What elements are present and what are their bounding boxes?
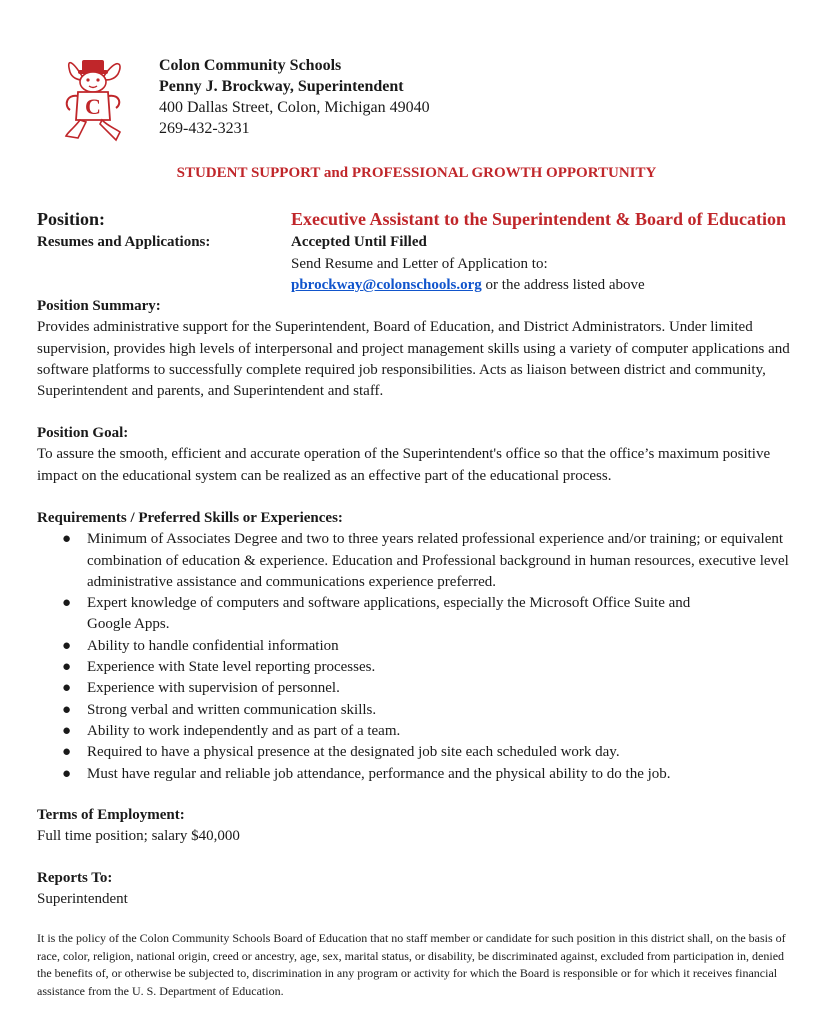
position-goal-section: [37, 423, 807, 487]
requirement-item: ● Ability to handle confidential information: [37, 636, 807, 657]
position-summary-heading: Position Summary:: [37, 298, 161, 314]
requirement-item: ● Minimum of Associates Degree and two to three years related professional experience and/or training; or equivalent combination of education & experience. Education and Professional background in human resources, executive level administrative assistance and communications experience preferred.: [62, 531, 789, 590]
bullet-icon: ●: [62, 637, 72, 654]
position-title: Executive Assistant to the Superintendent & Board of Education: [291, 209, 787, 229]
position-goal-heading: Position Goal:: [37, 425, 129, 441]
bullet-icon: ●: [62, 765, 72, 782]
requirement-item: ● Ability to work independently and as part of a team.: [37, 721, 807, 742]
bullet-icon: ●: [62, 744, 72, 761]
reports-heading: Reports To:: [37, 870, 113, 886]
bullet-icon: ●: [62, 680, 72, 697]
bullet-icon: ●: [62, 659, 72, 676]
school-name: Colon Community Schools: [159, 57, 342, 74]
requirement-item: ● Experience with State level reporting processes.: [37, 657, 807, 678]
nondiscrimination-policy: It is the policy of the Colon Community Schools Board of Education that no staff member or candidate for such position in this district shall, on the basis of race, color, religion, national origin, creed or ancestry, age, sex, marital status, or disability, be discriminated against, excluded from participation in, denied the benefits of, or otherwise be subjected to, discrimination in any program or activity for which the Board is responsible or for which it receives financial assistance from the U. S. Department of Education.: [37, 931, 786, 998]
school-phone: 269-432-3231: [159, 120, 250, 137]
resumes-details: [291, 232, 645, 297]
rabbit-mascot-logo: [60, 54, 128, 142]
email-link[interactable]: pbrockway@colonschools.org: [291, 277, 482, 293]
svg-text:C: C: [85, 94, 101, 119]
bullet-icon: ●: [62, 701, 72, 718]
application-status: Accepted Until Filled: [291, 234, 427, 250]
bullet-icon: ●: [62, 722, 72, 739]
send-instructions: Send Resume and Letter of Application to:: [291, 255, 548, 272]
position-summary-section: [37, 296, 807, 402]
letterhead: [159, 55, 430, 139]
superintendent-name: Penny J. Brockway, Superintendent: [159, 78, 404, 95]
school-address: 400 Dallas Street, Colon, Michigan 49040: [159, 99, 430, 116]
position-summary-text: Provides administrative support for the Superintendent, Board of Education, and District Administrators. Under limited supervision, provides high levels of interpersonal and project management skills using a variety of computer applications and software platforms to successfully complete required job responsibilities. Acts as liaison between district and community, Superintendent and parents, and Superintendent and staff.: [37, 319, 790, 400]
position-goal-text: To assure the smooth, efficient and accurate operation of the Superintendent's office so that the office’s maximum positive impact on the educational system can be realized as an effective part of the educational process.: [37, 446, 771, 484]
requirements-heading: Requirements / Preferred Skills or Experiences:: [37, 510, 343, 526]
email-line: [291, 275, 645, 297]
requirement-item: ● Strong verbal and written communication skills.: [37, 700, 807, 721]
requirement-item: ● Expert knowledge of computers and software applications, especially the Microsoft Office Suite and Google Apps.: [62, 595, 691, 633]
requirements-list: [37, 529, 807, 785]
requirement-item: ● Required to have a physical presence at the designated job site each scheduled work day.: [37, 742, 807, 763]
reports-section: [37, 868, 807, 911]
reports-text: Superintendent: [37, 891, 128, 908]
requirement-item: ● Must have regular and reliable job attendance, performance and the physical ability to do the job.: [37, 764, 807, 785]
bullet-icon: ●: [62, 595, 72, 612]
email-suffix: or the address listed above: [481, 277, 645, 293]
terms-heading: Terms of Employment:: [37, 807, 185, 823]
bullet-icon: ●: [62, 531, 72, 548]
position-label: Position:: [37, 209, 106, 229]
resumes-label: Resumes and Applications:: [37, 234, 211, 250]
requirements-section: [37, 508, 807, 785]
requirement-item: ● Experience with supervision of personnel.: [37, 678, 807, 699]
terms-section: [37, 805, 807, 848]
terms-text: Full time position; salary $40,000: [37, 828, 240, 845]
opportunity-banner: STUDENT SUPPORT and PROFESSIONAL GROWTH OPPORTUNITY: [176, 165, 657, 181]
